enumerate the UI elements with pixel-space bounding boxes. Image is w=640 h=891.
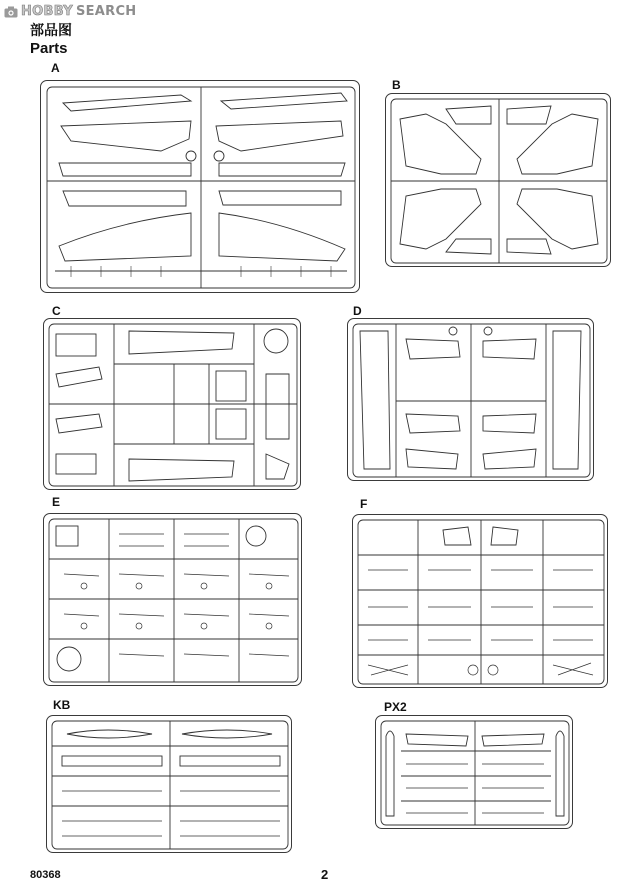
sprue-f-drawing [353, 515, 608, 688]
sprue-d-drawing [348, 319, 594, 481]
page-title-chinese: 部品图 [30, 23, 72, 39]
watermark-suffix: SEARCH [75, 4, 137, 19]
watermark [4, 4, 137, 19]
sprue-b-drawing [386, 94, 611, 267]
sprue-label-kb: KB [53, 698, 71, 712]
sprue-px2-drawing [376, 716, 573, 829]
sprue-label-a: A [51, 61, 60, 75]
sprue-e-drawing [44, 514, 302, 686]
page-number: 2 [321, 867, 329, 882]
watermark-brand: HOBBY [21, 4, 73, 19]
camera-icon [4, 6, 18, 18]
sprue-label-px2: PX2 [384, 700, 407, 714]
product-code: 80368 [30, 869, 61, 881]
sprue-e [43, 513, 302, 686]
sprue-kb-drawing [47, 716, 292, 853]
sprue-px2 [375, 715, 573, 829]
sprue-a [40, 80, 360, 293]
sprue-f [352, 514, 608, 688]
page-title: Parts [30, 40, 68, 57]
sprue-label-e: E [52, 495, 61, 509]
sprue-d [347, 318, 594, 481]
sprue-c-drawing [44, 319, 301, 490]
sprue-a-drawing [41, 81, 360, 293]
sprue-label-f: F [360, 497, 368, 511]
sprue-label-b: B [392, 78, 401, 92]
sprue-label-c: C [52, 304, 61, 318]
sprue-c [43, 318, 301, 490]
sprue-kb [46, 715, 292, 853]
sprue-b [385, 93, 611, 267]
sprue-label-d: D [353, 304, 362, 318]
